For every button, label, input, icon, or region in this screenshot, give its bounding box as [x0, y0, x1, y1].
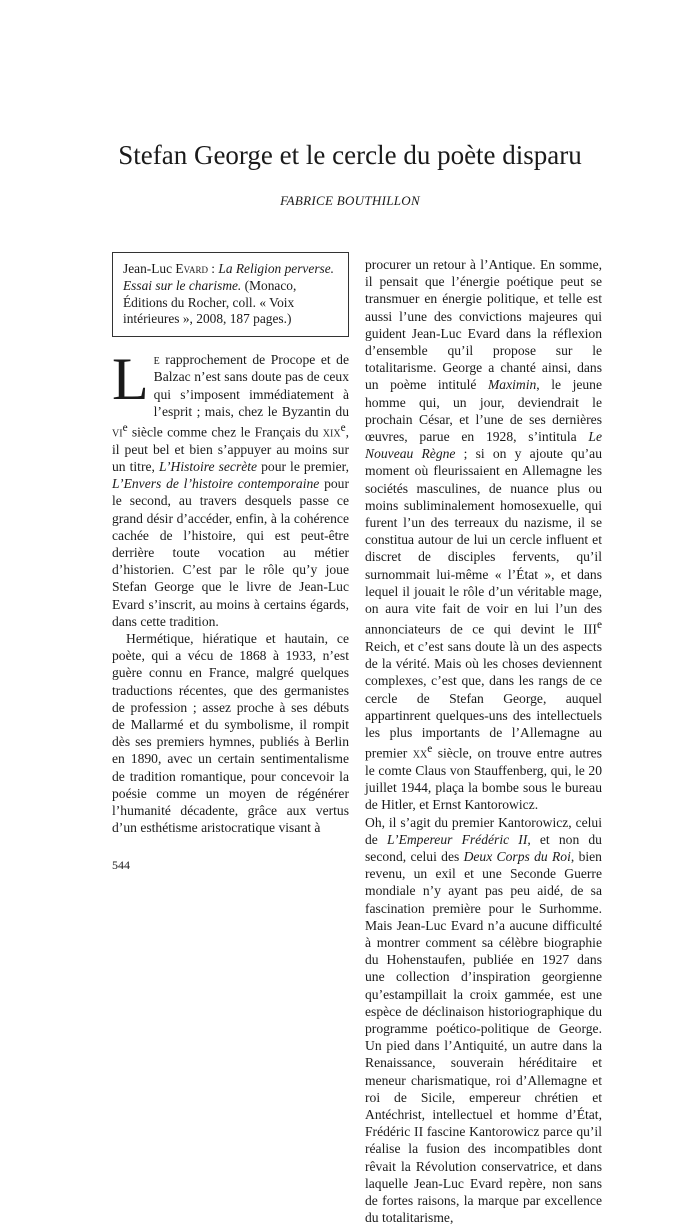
p2-text-e-cont: on trouve entre autres le comte Claus von Stauffenberg, qui, le 20 juillet 1944, plaça la bombe sous le bureau de Hitler, et Ernst Kantorowicz.	[365, 745, 602, 813]
p1-text-a: rapprochement de Procope et de Balzac n’est sans doute pas de ceux qui s’imposent immédiatement à l’esprit ; mais, chez le Byzantin du	[153, 352, 349, 419]
p1-italic-2: L’Envers de l’histoire contemporaine	[112, 476, 320, 492]
drop-cap: L	[112, 346, 149, 413]
p3-text-a-cont: il s’agit du premier Kantorowicz, celui de	[365, 814, 602, 847]
paragraph-2	[112, 630, 349, 836]
p3-text-b-cont: et non du second, celui des	[365, 831, 602, 864]
book-reference	[123, 261, 338, 328]
p2-text-e: siècle,	[432, 745, 473, 761]
p3-italic-2: Deux	[463, 848, 493, 864]
p2-italic-2-cont: Nouveau Règne	[365, 446, 456, 462]
p1-sup-1: e	[122, 422, 128, 434]
page-number: 544	[112, 858, 130, 872]
p2-sup-2: e	[427, 743, 433, 756]
p2-italic-2: Le	[588, 429, 602, 445]
paragraph-1	[112, 346, 350, 630]
p2-text-d-cont: et c’est sans doute là un des aspects de la vérité. Mais où les choses deviennent complexes, c’est que, dans les rangs de ce cercle de Stefan George, auquel appartinrent quelques-uns des intellectuels les plus importants de l’Allemagne au premier	[365, 639, 602, 761]
article-title: Stefan George et le cercle du poète disparu	[118, 140, 582, 170]
paragraph-2-continued	[365, 256, 602, 814]
p2-text-a-cont: procurer un retour à l’Antique. En somme, il pensait que l’énergie poétique peut se transmuer en énergie politique, et telle est aussi l’une des convictions majeures qui guident Jean-Luc Evard dans la réflexion d’ensemble qu’il propose sur le totalitarisme. George a chanté ainsi, dans un poème intitulé	[365, 257, 602, 393]
p3-italic-1: L’Empereur	[386, 831, 453, 847]
p3-text-a: Oh,	[365, 814, 386, 830]
p1-italic-1: L’Histoire secrète	[158, 458, 258, 474]
p2-century-xx: xx	[412, 745, 428, 761]
left-column	[112, 252, 349, 836]
p1-smallcaps: e	[153, 352, 160, 368]
p1-text-e: pour le second, au travers desquels passe ce grand désir d’accéder, enfin, à la cohérence cachée de l’histoire, qui est peut-être derrière toute vocation au métier d’historien. C’est par le rôle qu’y joue Stefan George que le livre de Jean-Luc Evard s’inscrit, au moins à certains égards, dans cette tradition.	[112, 476, 349, 629]
reference-author-last: Evard	[175, 261, 208, 276]
p2-sup-1: e	[596, 619, 602, 632]
book-reference-box	[112, 252, 349, 337]
p2-text-c: ;	[455, 446, 468, 462]
p3-italic-2-cont: Corps du Roi	[492, 848, 571, 864]
p2-text-a: Hermétique, hiératique et hautain, ce poète, qui a vécu de 1868 à 1933, n’est guère connu en France, malgré quelques traductions récentes, que des germanistes de profession ; assez proche à ses débuts de Mallarmé et du symbolisme, il rompit dès ses premiers hymnes, publiés à Berlin en 1890, avec un certain sentimentalisme de tradition romantique, pour concevoir la poésie comme un moyen de régénérer l’humanité décadente, grâce aux vertus d’un esthétisme aristocratique visant à	[112, 630, 349, 836]
p2-roman-iii: III	[583, 621, 597, 637]
p2-text-d: Reich,	[365, 639, 401, 654]
right-column	[365, 256, 602, 1226]
reference-book-title: La Religion perverse. Essai sur le charisme.	[123, 261, 335, 293]
paragraph-3-continued	[365, 814, 602, 1226]
p3-italic-1-cont: Frédéric II	[452, 831, 528, 847]
p1-century-xix: xix	[322, 424, 341, 440]
p1-text-b: siècle comme chez le Français du	[127, 424, 323, 440]
p1-text-c: , il peut bel et bien s’appuyer au moins sur un titre,	[112, 424, 349, 474]
p1-text-d: pour le premier,	[257, 458, 350, 474]
reference-details: (Monaco, Éditions du Rocher, coll. « Voix intérieures », 2008, 187 pages.)	[123, 277, 297, 327]
p3-text-c-cont: bien revenu, un exil et une Seconde Guerre mondiale n’y ayant pas peu aidé, de sa fascination première pour le Surhomme. Mais Jean-Luc Evard n’a aucune difficulté à montrer comment sa célèbre biographie du Hohenstaufen, publiée en 1927 dans une collection d’inspiration georgienne qu’estampillait la croix gammée, est une espèce de déclinaison historiographique du programme poético-politique de George. Un pied dans l’Antiquité, un autre dans la Renaissance, souverain héréditaire et meneur charismatique, roi d’Allemagne et roi de Sicile, empereur chrétien et Antéchrist, intellectuel et homme d’État, Frédéric II fascine Kantorowicz parce qu’il réalise la fusion des incompatibles dont rêvait la Révolution conservatrice, et dans laquelle Jean-Luc Evard repère, non sans de fortes raisons, la marque par excellence du totalitarisme,	[365, 848, 602, 1226]
p2-text-b: ,	[536, 377, 540, 393]
p3-text-c: ,	[570, 848, 575, 864]
p1-century-vi: vi	[112, 424, 123, 440]
reference-separator: :	[207, 261, 219, 276]
p2-italic-1: Maximin	[487, 377, 537, 393]
p2-text-b-cont: le jeune homme qui, un jour, deviendrait le prochain César, et l’une de ses dernières œuvres, parue en 1928, s’intitula	[365, 377, 603, 445]
reference-author-first: Jean-Luc	[123, 261, 176, 276]
article-author: FABRICE BOUTHILLON	[280, 193, 420, 208]
p3-text-b: ,	[527, 831, 531, 847]
p1-sup-2: e	[340, 422, 346, 434]
p2-text-c-cont: si on y ajoute qu’au moment où fleurissaient en Allemagne les sociétés masculines, de nuance plus ou moins subliminalement homosexuelle, qui furent l’un des terreaux du nazisme, il se constitua autour de lui un cercle influent et discret de disciples fervents, qu’il surnommait lui-même « l’État », et dans lequel il jouait le rôle d’un véritable mage, on aura vite fait de voir en lui l’un des annonciateurs de ce qui devint le	[365, 446, 602, 637]
